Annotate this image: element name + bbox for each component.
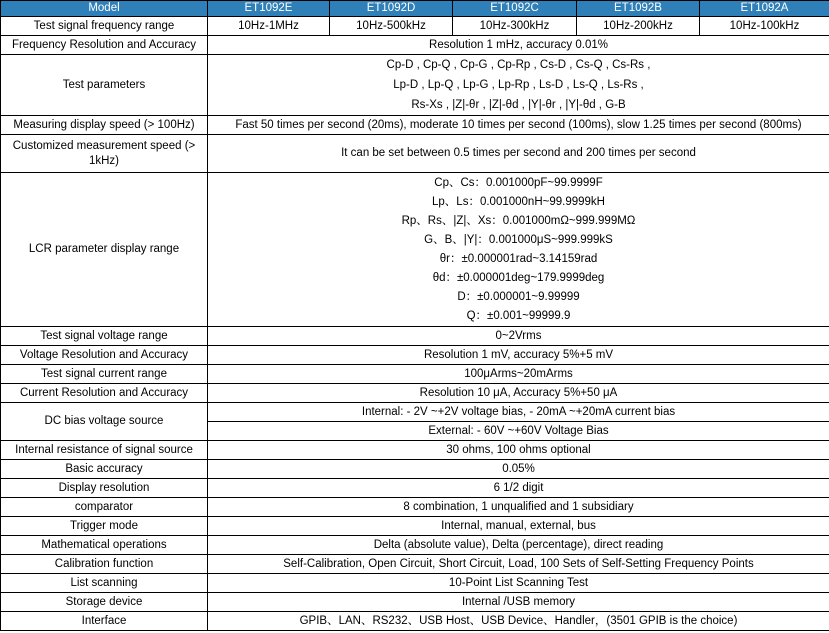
model-et1092d: ET1092D xyxy=(330,1,453,17)
cell-value: 100μArms~20mArms xyxy=(208,365,829,384)
row-label: Calibration function xyxy=(1,555,208,574)
lcr-line: Q：±0.001~99999.9 xyxy=(466,309,571,322)
row-label: Basic accuracy xyxy=(1,460,208,479)
row-label: Customized measurement speed (> 1kHz) xyxy=(1,135,208,173)
header-row xyxy=(1,1,829,17)
row-label: Display resolution xyxy=(1,479,208,498)
table-row xyxy=(1,403,829,422)
cell-value: Internal, manual, external, bus xyxy=(208,517,829,536)
table-row xyxy=(1,555,829,574)
lcr-line: Cp、Cs：0.001000pF~99.9999F xyxy=(434,176,603,189)
row-label: LCR parameter display range xyxy=(1,173,208,327)
table-row xyxy=(1,135,829,173)
table-row xyxy=(1,479,829,498)
cell-value: External: - 60V ~+60V Voltage Bias xyxy=(208,422,829,441)
row-label: Voltage Resolution and Accuracy xyxy=(1,346,208,365)
cell-value: GPIB、LAN、RS232、USB Host、USB Device、Handler，(3501 GPIB is the choice) xyxy=(208,612,829,631)
cell-value: Resolution 1 mV, accuracy 5%+5 mV xyxy=(208,346,829,365)
cell-value: Resolution 1 mHz, accuracy 0.01% xyxy=(208,36,829,55)
model-et1092b: ET1092B xyxy=(577,1,700,17)
cell-value xyxy=(208,55,829,116)
row-label: Test signal current range xyxy=(1,365,208,384)
lcr-line: Lp、Ls：0.001000nH~99.9999kH xyxy=(432,195,605,208)
row-label: Trigger mode xyxy=(1,517,208,536)
row-label: Internal resistance of signal source xyxy=(1,441,208,460)
cell-value: 10Hz-1MHz xyxy=(208,17,330,36)
table-row xyxy=(1,460,829,479)
row-label: Test signal frequency range xyxy=(1,17,208,36)
table-row xyxy=(1,384,829,403)
table-row xyxy=(1,593,829,612)
cell-value: 10Hz-200kHz xyxy=(577,17,700,36)
lcr-line: θr：±0.000001rad~3.14159rad xyxy=(439,252,598,265)
cell-value: Resolution 10 μA, Accuracy 5%+50 μA xyxy=(208,384,829,403)
row-label: Test parameters xyxy=(1,55,208,116)
table-row xyxy=(1,17,829,36)
cell-value: 6 1/2 digit xyxy=(208,479,829,498)
table-row xyxy=(1,55,829,116)
cell-value xyxy=(208,173,829,327)
model-et1092e: ET1092E xyxy=(208,1,330,17)
cell-value: Delta (absolute value), Delta (percentage), direct reading xyxy=(208,536,829,555)
cell-value: 0~2Vrms xyxy=(208,327,829,346)
cell-value: 10Hz-300kHz xyxy=(453,17,577,36)
cell-value: Internal /USB memory xyxy=(208,593,829,612)
table-row xyxy=(1,116,829,135)
row-label: List scanning xyxy=(1,574,208,593)
model-et1092a: ET1092A xyxy=(700,1,829,17)
table-row xyxy=(1,365,829,384)
table-row xyxy=(1,346,829,365)
row-label: Current Resolution and Accuracy xyxy=(1,384,208,403)
table-row xyxy=(1,536,829,555)
model-header: Model xyxy=(1,1,208,17)
table-row xyxy=(1,574,829,593)
cell-value: Internal: - 2V ~+2V voltage bias, - 20mA ~+20mA current bias xyxy=(208,403,829,422)
lcr-line: D：±0.000001~9.99999 xyxy=(457,290,580,303)
row-label: Storage device xyxy=(1,593,208,612)
cell-value: 10-Point List Scanning Test xyxy=(208,574,829,593)
row-label: Interface xyxy=(1,612,208,631)
param-line: Cp-D , Cp-Q , Cp-G , Cp-Rp , Cs-D , Cs-Q , Cs-Rs , xyxy=(386,59,651,71)
cell-value: 0.05% xyxy=(208,460,829,479)
cell-value: 10Hz-100kHz xyxy=(700,17,829,36)
table-row xyxy=(1,327,829,346)
cell-value: 8 combination, 1 unqualified and 1 subsidiary xyxy=(208,498,829,517)
cell-value: Fast 50 times per second (20ms), moderate 10 times per second (100ms), slow 1.25 times per second (800ms) xyxy=(208,116,829,135)
row-label: Frequency Resolution and Accuracy xyxy=(1,36,208,55)
table-row xyxy=(1,612,829,631)
cell-value: It can be set between 0.5 times per second and 200 times per second xyxy=(208,135,829,173)
param-line: Lp-D , Lp-Q , Lp-G , Lp-Rp , Ls-D , Ls-Q , Ls-Rs , xyxy=(393,79,644,91)
row-label: Mathematical operations xyxy=(1,536,208,555)
table-row xyxy=(1,36,829,55)
param-line: Rs-Xs , |Z|-θr , |Z|-θd , |Y|-θr , |Y|-θd , G-B xyxy=(411,99,626,111)
table-row xyxy=(1,517,829,536)
lcr-line: G、B、|Y|：0.001000μS~999.999kS xyxy=(424,233,613,246)
row-label: comparator xyxy=(1,498,208,517)
lcr-line: θd：±0.000001deg~179.9999deg xyxy=(432,271,605,284)
cell-value: Self-Calibration, Open Circuit, Short Circuit, Load, 100 Sets of Self-Setting Frequency Points xyxy=(208,555,829,574)
table-row xyxy=(1,441,829,460)
lcr-line: Rp、Rs、|Z|、Xs：0.001000mΩ~999.999MΩ xyxy=(401,214,636,227)
table-row xyxy=(1,173,829,327)
cell-value: 30 ohms, 100 ohms optional xyxy=(208,441,829,460)
cell-value: 10Hz-500kHz xyxy=(330,17,453,36)
row-label: DC bias voltage source xyxy=(1,403,208,441)
model-et1092c: ET1092C xyxy=(453,1,577,17)
table-row xyxy=(1,498,829,517)
row-label: Measuring display speed (> 100Hz) xyxy=(1,116,208,135)
row-label: Test signal voltage range xyxy=(1,327,208,346)
